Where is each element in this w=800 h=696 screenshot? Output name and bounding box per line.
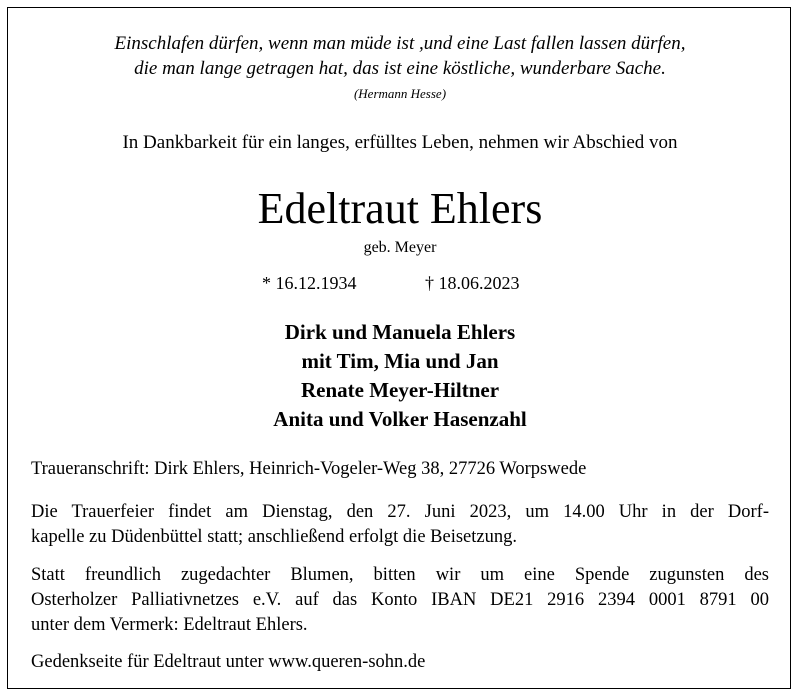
mourner-line: Dirk und Manuela Ehlers — [284, 320, 516, 344]
donation-line-2: Osterholzer Palliativnetzes e.V. auf das Konto IBAN DE21 2916 2394 0001 8791 00 — [31, 590, 769, 610]
deceased-name: Edeltraut Ehlers — [257, 184, 543, 233]
mourner-line: Renate Meyer-Hiltner — [300, 378, 500, 402]
birth-name: geb. Meyer — [363, 239, 437, 256]
ceremony-line-2: kapelle zu Düdenbüttel statt; anschließend erfolgt die Beisetzung. — [31, 527, 517, 547]
donation-line-1: Statt freundlich zugedachter Blumen, bitten wir um eine Spende zugunsten des — [31, 565, 769, 585]
memorial-page-text: Gedenkseite für Edeltraut unter www.queren-sohn.de — [31, 652, 426, 672]
quote-author: (Hermann Hesse) — [353, 86, 447, 101]
quote-line-1: Einschlafen dürfen, wenn man müde ist ,und eine Last fallen lassen dürfen, — [114, 33, 686, 54]
ceremony-line-1: Die Trauerfeier findet am Dienstag, den 27. Juni 2023, um 14.00 Uhr in der Dorf- — [31, 502, 769, 522]
mourner-line: mit Tim, Mia und Jan — [301, 349, 499, 373]
intro-text: In Dankbarkeit für ein langes, erfülltes Leben, nehmen wir Abschied von — [122, 132, 678, 153]
birth-date: * 16.12.1934 — [262, 273, 357, 293]
mourning-address: Traueranschrift: Dirk Ehlers, Heinrich-Vogeler-Weg 38, 27726 Worpswede — [31, 459, 587, 479]
mourner-line: Anita und Volker Hasenzahl — [273, 407, 527, 431]
ceremony-text — [31, 500, 769, 550]
donation-text — [31, 563, 769, 638]
death-date: † 18.06.2023 — [425, 273, 520, 293]
donation-line-3: unter dem Vermerk: Edeltraut Ehlers. — [31, 615, 308, 635]
quote-line-2: die man lange getragen hat, das ist eine köstliche, wunderbare Sache. — [134, 58, 666, 79]
